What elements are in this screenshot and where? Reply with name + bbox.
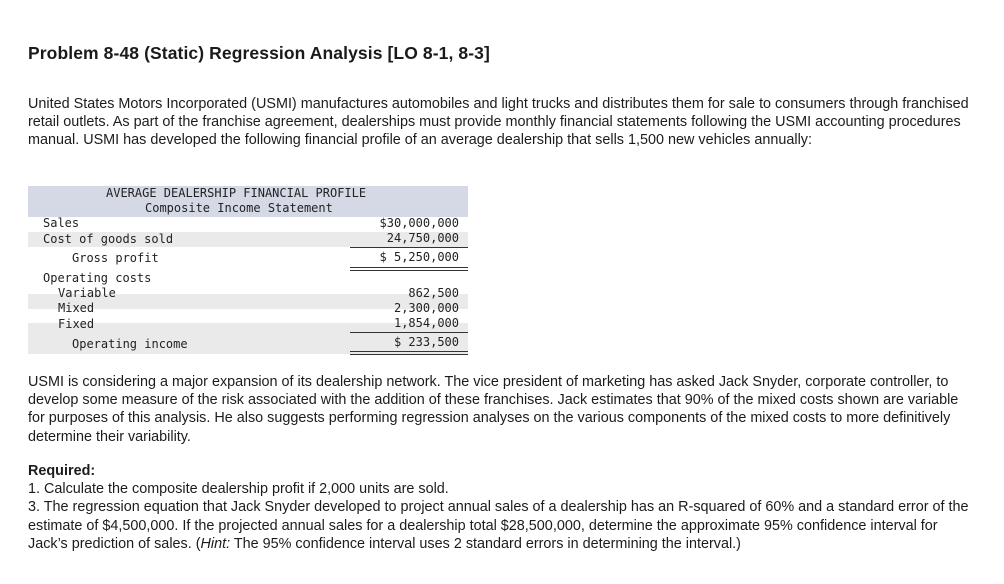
required-section: [28, 462, 978, 553]
table-heading: AVERAGE DEALERSHIP FINANCIAL PROFILE: [106, 186, 367, 200]
variable-value: 862,500: [408, 286, 459, 300]
fixed-value: 1,854,000: [393, 316, 459, 330]
requirement-1: 1. Calculate the composite dealership profit if 2,000 units are sold.: [28, 481, 449, 498]
double-underline-top: [350, 351, 468, 352]
requirement-3-text: 3. The regression equation that Jack Snyder developed to project annual sales of a dealership has an R-squared of 60% and a standard error of the estimate of $4,500,000. If the projected annual sales for a dealership total $28,500,000, determine the approximate 95% confidence interval for Jack’s prediction of sales. (: [28, 499, 969, 552]
mixed-label: Mixed: [58, 301, 95, 315]
gross-profit-label: Gross profit: [72, 251, 159, 265]
double-underline-top: [350, 267, 468, 268]
double-underline-bottom: [350, 270, 468, 271]
underline: [350, 332, 468, 333]
fixed-label: Fixed: [58, 317, 95, 331]
operating-costs-label: Operating costs: [43, 271, 152, 285]
sales-label: Sales: [43, 216, 80, 230]
financial-profile-table: [28, 186, 468, 356]
requirement-3: [28, 498, 978, 553]
underline: [350, 247, 468, 248]
hint-label: Hint:: [200, 535, 231, 552]
required-heading: Required:: [28, 463, 96, 479]
sales-value: $30,000,000: [379, 216, 459, 230]
intro-paragraph: United States Motors Incorporated (USMI) manufactures automobiles and light trucks and distributes them for sale to consumers through franchised retail outlets. As part of the franchise agreement, dealerships must provide monthly financial statements following the USMI accounting procedures manual. USMI has developed the following financial profile of an average dealership that sells 1,500 new vehicles annually:: [28, 96, 969, 149]
expansion-paragraph: USMI is considering a major expansion of its dealership network. The vice president of marketing has asked Jack Snyder, corporate controller, to develop some measure of the risk associated with the addition of these franchises. Jack estimates that 90% of the mixed costs shown are variable for purposes of this analysis. He also suggests performing regression analyses on the various components of the mixed costs to more definitively determine their variability.: [28, 374, 959, 445]
cogs-value: 24,750,000: [386, 231, 459, 245]
double-underline-bottom: [350, 354, 468, 355]
operating-income-label: Operating income: [72, 337, 188, 351]
mixed-value: 2,300,000: [393, 301, 459, 315]
operating-income-value: $ 233,500: [393, 335, 459, 349]
cogs-label: Cost of goods sold: [43, 232, 174, 246]
requirement-3-hint-text: The 95% confidence interval uses 2 standard errors in determining the interval.): [230, 535, 741, 552]
table-subheading: Composite Income Statement: [145, 201, 333, 215]
variable-label: Variable: [58, 286, 116, 300]
page-title: Problem 8-48 (Static) Regression Analysis [LO 8-1, 8-3]: [28, 43, 490, 63]
gross-profit-value: $ 5,250,000: [379, 250, 459, 264]
